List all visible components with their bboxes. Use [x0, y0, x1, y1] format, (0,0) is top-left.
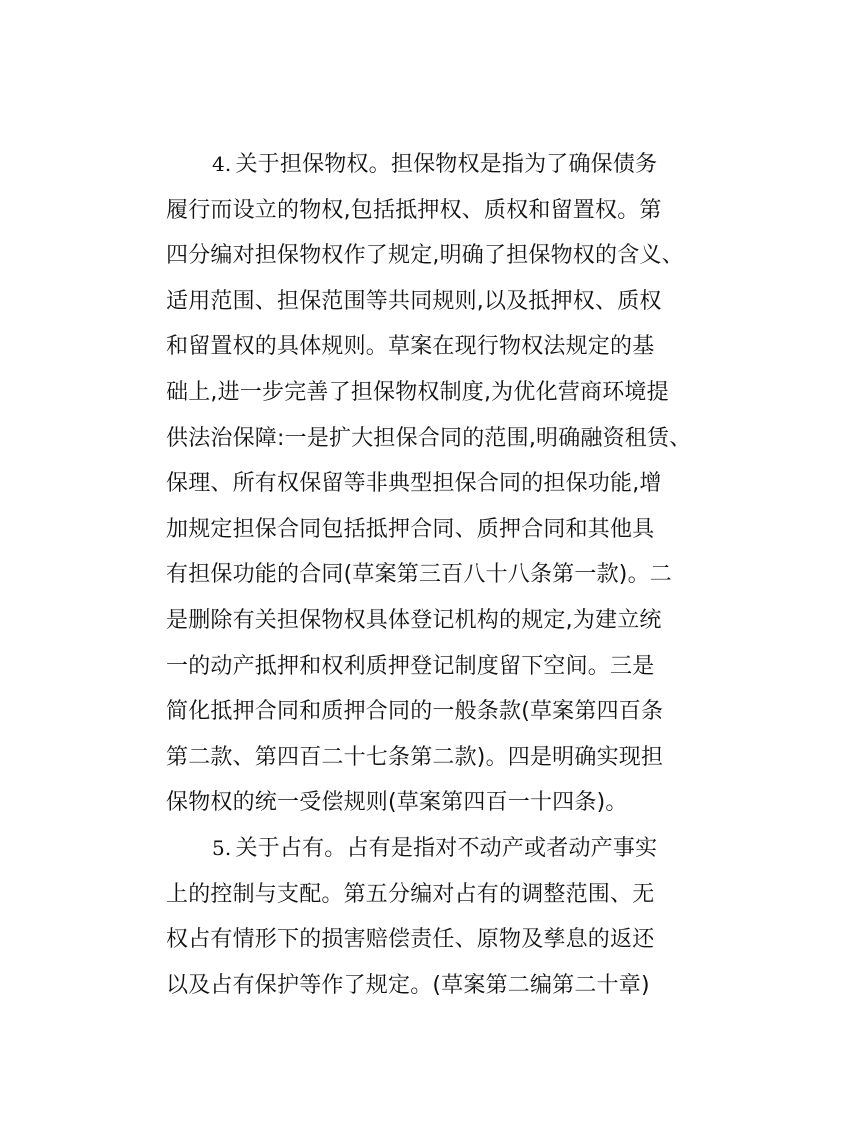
paragraph-number: 5.	[212, 835, 232, 860]
paragraph-line: 供法治保障:一是扩大担保合同的范围,明确融资租赁、	[166, 425, 692, 451]
paragraph-line: 保物权的统一受偿规则(草案第四百一十四条)。	[166, 790, 628, 816]
paragraph-line: 一的动产抵押和权利质押登记制度留下空间。三是	[166, 653, 655, 679]
paragraph-line: 础上,进一步完善了担保物权制度,为优化营商环境提	[166, 379, 669, 405]
paragraph-line: 第二款、第四百二十七条第二款)。四是明确实现担	[166, 744, 664, 770]
paragraph-5	[166, 826, 726, 1008]
paragraph-line: 加规定担保合同包括抵押合同、质押合同和其他具	[166, 516, 655, 542]
paragraph-line: 5. 关于占有。占有是指对不动产或者动产事实	[212, 835, 658, 861]
document-body	[166, 142, 726, 1008]
paragraph-4	[166, 142, 726, 826]
paragraph-line: 简化抵押合同和质押合同的一般条款(草案第四百条	[166, 699, 664, 725]
paragraph-number: 4.	[212, 152, 232, 176]
paragraph-line: 有担保功能的合同(草案第三百八十八条第一款)。二	[166, 562, 672, 588]
paragraph-line: 履行而设立的物权,包括抵押权、质权和留置权。第	[166, 197, 662, 223]
paragraph-line: 保理、所有权保留等非典型担保合同的担保功能,增	[166, 471, 662, 497]
paragraph-line: 权占有情形下的损害赔偿责任、原物及孳息的返还	[166, 927, 655, 953]
paragraph-line: 是删除有关担保物权具体登记机构的规定,为建立统	[166, 607, 662, 633]
paragraph-line: 4. 关于担保物权。担保物权是指为了确保债务	[212, 152, 658, 177]
paragraph-line: 上的控制与支配。第五分编对占有的调整范围、无	[166, 881, 655, 907]
paragraph-line: 以及占有保护等作了规定。(草案第二编第二十章)	[166, 972, 650, 998]
paragraph-line: 适用范围、担保范围等共同规则,以及抵押权、质权	[166, 288, 662, 314]
paragraph-line: 和留置权的具体规则。草案在现行物权法规定的基	[166, 334, 655, 360]
paragraph-line: 四分编对担保物权作了规定,明确了担保物权的含义、	[166, 243, 684, 269]
